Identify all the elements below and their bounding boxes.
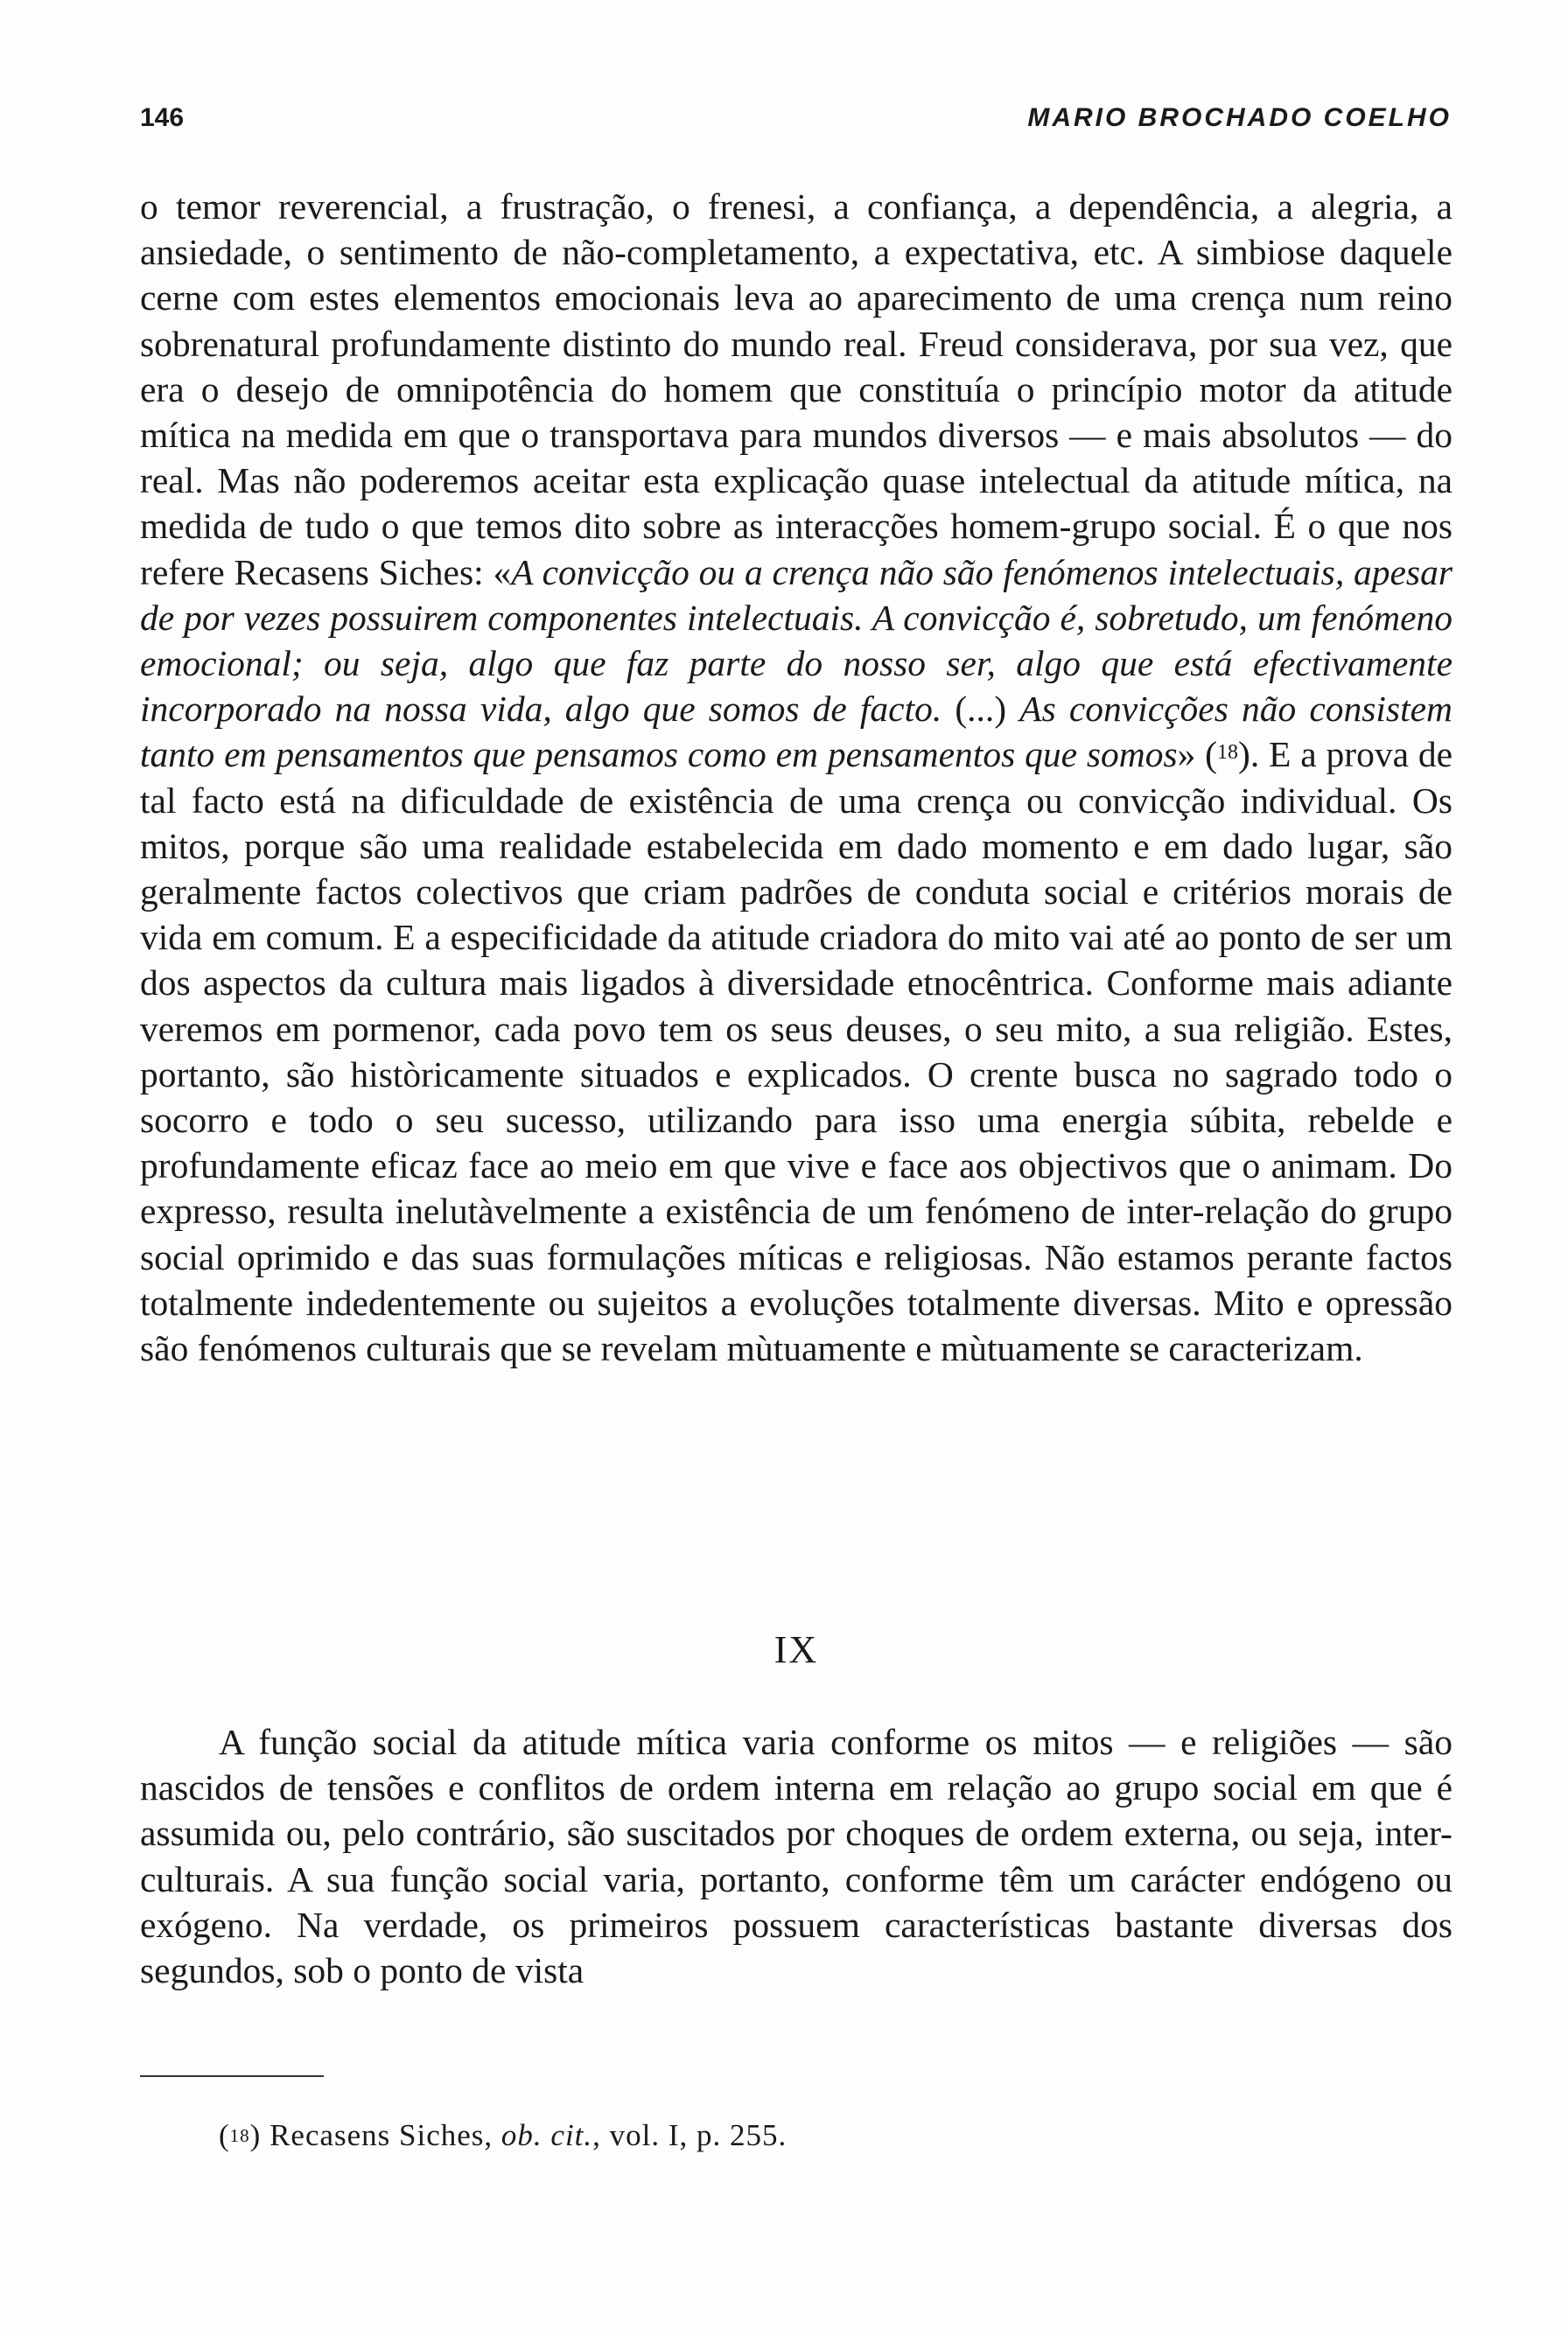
section-heading: IX: [774, 1628, 819, 1671]
page-number: 146: [140, 103, 185, 132]
section-paragraph: [140, 1719, 1452, 1993]
footnote-reference[interactable]: 18: [1217, 741, 1239, 765]
running-head: MARIO BROCHADO COELHO: [1027, 103, 1452, 132]
paragraph: A função social da atitude mítica varia conforme os mitos — e religiões — são nascidos de tensões e conflitos de ordem interna em relação ao grupo social em que é assumida ou, pelo contrário, são suscitados por choques de ordem externa, ou seja, inter-culturais. A sua função social varia, portanto, conforme têm um carácter endógeno ou exógeno. Na verdade, os primeiros possuem características bastante diversas dos segundos, sob o ponto de vista: [140, 1722, 1452, 1991]
paragraph-text-continued: E a prova de tal facto está na dificuldade de existência de uma crença ou convicção individual. Os mitos, porque são uma realidade estabelecida em dado momento e em dado lugar, são geralmente factos colectivos que criam padrões de conduta social e critérios morais de vida em comum. E a especificidade da atitude criadora do mito vai até ao ponto de ser um dos aspectos da cultura mais ligados à diversidade etnocêntrica. Conforme mais adiante veremos em pormenor, cada povo tem os seus deuses, o seu mito, a sua religião. Estes, portanto, são històricamente situados e explicados. O crente busca no sagrado todo o socorro e todo o seu sucesso, utilizando para isso uma energia súbita, rebelde e profundamente eficaz face ao meio em que vive e face aos objectivos que o animam. Do expresso, resulta inelutàvelmente a existência de um fenómeno de inter-relação do grupo social oprimido e das suas formulações míticas e religiosas. Não estamos perante factos totalmente indedentemente ou sujeitos a evoluções totalmente diversas. Mito e opressão são fenómenos culturais que se revelam mùtuamente e mùtuamente se caracterizam.: [140, 734, 1452, 1369]
footnote-citation: ob. cit.: [500, 2118, 593, 2152]
footnote-text-end: , vol. I, p. 255.: [592, 2118, 788, 2152]
footnote-divider: [140, 2075, 324, 2077]
footnote-text: Recasens Siches,: [261, 2118, 501, 2152]
paragraph: [140, 184, 1452, 1371]
quotation-continued: As convicções não consistem tanto em pensamentos que pensamos como em pensamentos que somos: [140, 689, 1453, 775]
quotation: A convicção ou a crença não são fenómenos intelectuais, apesar de por vezes possuirem componentes intelectuais. A convicção é, sobretudo, um fenómeno emocional; ou seja, algo que faz parte do nosso ser, algo que está efectivamente incorporado na nossa vida, algo que somos de facto.: [140, 551, 1452, 730]
footnote-marker: 18: [229, 2125, 250, 2146]
footnote: ($^{18}$) Recasens Siches, ob. cit., vol. I, p. 255.: [219, 2118, 788, 2152]
quote-close: » (: [1177, 734, 1218, 775]
main-paragraph: [140, 184, 1452, 1371]
ellipsis: (...): [942, 689, 1020, 730]
page-header: [140, 103, 1452, 147]
paragraph-text: o temor reverencial, a frustração, o frenesi, a confiança, a dependência, a alegria, a ansiedade, o sentimento de não-completamento, a expectativa, etc. A simbiose daquele cerne com estes elementos emocionais leva ao aparecimento de uma crença num reino sobrenatural profundamente distinto do mundo real. Freud considerava, por sua vez, que era o desejo de omnipotência do homem que constituía o princípio motor da atitude mítica na medida em que o transportava para mundos diversos — e mais absolutos — do real. Mas não poderemos aceitar esta explicação quase intelectual da atitude mítica, na medida de tudo o que temos dito sobre as interacções homem-grupo social. É o que nos refere Recasens Siches: «: [140, 186, 1452, 592]
paren-close: ).: [1238, 734, 1260, 775]
